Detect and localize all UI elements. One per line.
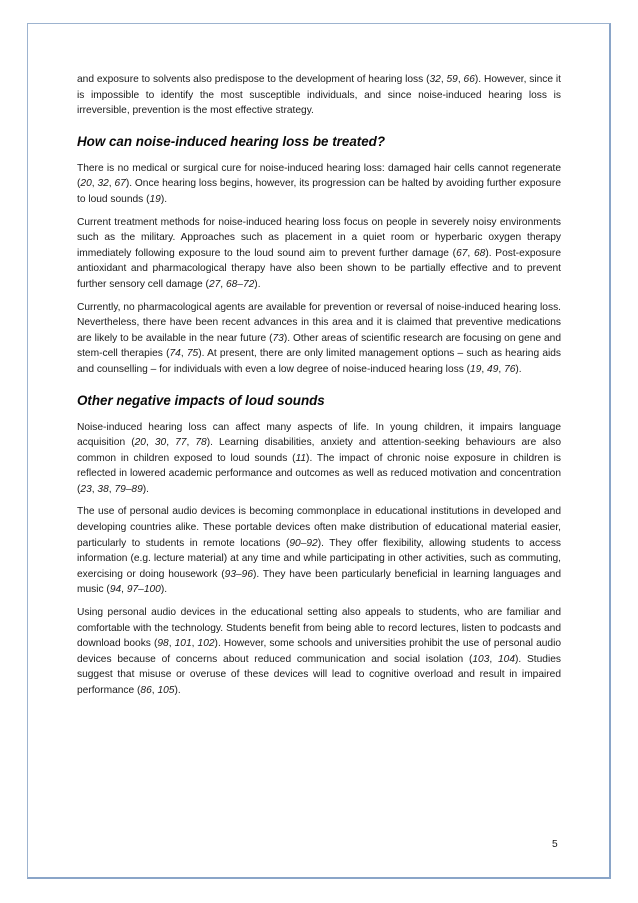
text-run: , — [108, 483, 115, 495]
text-run: and exposure to solvents also predispose to the development of hearing loss ( — [77, 74, 430, 85]
text-run: ). Other areas of scientific research are focusing on gene and stem-cell therapies ( — [77, 332, 561, 360]
section-heading-treatment: How can noise-induced hearing loss be treated? — [77, 133, 386, 149]
paragraph-1 — [77, 161, 561, 208]
paragraph-3 — [77, 300, 561, 378]
paragraph-4 — [77, 420, 561, 498]
text-run: Currently, no pharmacological agents are available for prevention or reversal of noise-induced hearing loss. Nevertheless, there have been recent advances in this area and it is claimed that preventive medications are likely to be available in the near future ( — [77, 301, 561, 344]
text-run: ). — [174, 685, 181, 696]
text-run: , — [91, 483, 98, 495]
citation-ref: 75 — [186, 348, 199, 360]
citation-ref: 94 — [109, 584, 122, 596]
citation-ref: 86 — [140, 685, 152, 696]
citation-ref: 49 — [487, 363, 499, 375]
text-run: ). Studies suggest that misuse or overuse of these devices will lead to cognitive overload and result in impaired performance ( — [77, 653, 561, 696]
citation-ref: 90–92 — [289, 537, 318, 549]
paragraph-6 — [77, 605, 561, 699]
text-run: , — [186, 437, 196, 449]
paragraph-5 — [77, 504, 561, 598]
citation-ref: 77 — [175, 437, 187, 449]
citation-ref: 102 — [197, 638, 215, 650]
citation-ref: 19 — [149, 193, 161, 205]
text-run: ). — [160, 584, 168, 596]
text-run: , — [440, 74, 447, 85]
paragraph-0 — [77, 72, 561, 119]
citation-ref: 32 — [97, 178, 109, 190]
citation-ref: 27 — [208, 278, 221, 290]
text-run: , — [108, 178, 115, 190]
citation-ref: 97–100 — [126, 584, 161, 596]
citation-ref: 76 — [504, 363, 516, 375]
text-run: , — [166, 437, 176, 449]
text-run: ). — [515, 363, 522, 375]
citation-ref: 59 — [446, 74, 458, 85]
text-run: , — [168, 638, 175, 650]
text-run: ). Once hearing loss begins, however, its progression can be halted by avoiding further exposure to loud sounds ( — [77, 178, 561, 205]
text-run: ). — [160, 193, 168, 205]
text-run: , — [467, 247, 474, 259]
citation-ref: 38 — [97, 483, 109, 495]
text-run: , — [457, 74, 464, 85]
text-run: , — [151, 685, 158, 696]
citation-ref: 30 — [154, 437, 167, 449]
section-heading-negative-impacts: Other negative impacts of loud sounds — [77, 392, 325, 408]
text-run: The use of personal audio devices is becoming commonplace in educational institutions in developed and developing countries alike. These portable devices often make distribution of educational material easier, particularly to students in remote locations ( — [77, 506, 561, 549]
text-run: , — [145, 437, 155, 449]
citation-ref: 32 — [429, 74, 441, 85]
text-run: ). The impact of chronic noise exposure in children is reflected in lowered academic performance and outcomes as well as reduced motivation and concentration ( — [77, 452, 561, 495]
citation-ref: 105 — [157, 685, 175, 696]
text-run: Using personal audio devices in the educational setting also appeals to students, who are familiar and comfortable with the technology. Students benefit from being able to record lectures, listen to podcasts and download books ( — [77, 607, 561, 650]
text-run: There is no medical or surgical cure for noise-induced hearing loss: damaged hair cells cannot regenerate ( — [77, 162, 561, 190]
citation-ref: 98 — [157, 638, 169, 650]
text-run: ). — [142, 483, 150, 495]
citation-ref: 20 — [80, 178, 92, 190]
citation-ref: 67 — [456, 247, 468, 259]
text-run: , — [180, 348, 187, 360]
text-run: ). They have been particularly beneficial in learning languages and music ( — [77, 568, 561, 596]
text-run: , — [91, 178, 98, 190]
citation-ref: 79–89 — [114, 483, 143, 495]
citation-ref: 20 — [134, 437, 146, 449]
text-run: ). Post-exposure antioxidant and pharmacological therapy have also been shown to be partially effective and to prevent further sensory cell damage ( — [77, 247, 561, 290]
text-run: ). — [254, 278, 261, 290]
text-run: , — [489, 653, 498, 665]
citation-ref: 68–72 — [225, 278, 255, 290]
citation-ref: 11 — [295, 452, 307, 464]
text-run: Current treatment methods for noise-induced hearing loss focus on people in severely noisy environments such as the military. Approaches such as placement in a quiet room or hyperbaric oxygen therapy immediately following exposure to the loud sound aim to prevent further damage ( — [77, 216, 561, 259]
citation-ref: 68 — [473, 247, 486, 259]
page-number: 5 — [552, 839, 558, 850]
citation-ref: 67 — [114, 178, 126, 190]
page-content — [77, 72, 561, 706]
citation-ref: 93–96 — [224, 568, 253, 580]
citation-ref: 66 — [463, 74, 475, 85]
text-run: , — [220, 278, 226, 290]
text-run: ). Learning disabilities, anxiety and attention-seeking behaviours are also common in children exposed to loud sounds ( — [77, 437, 561, 464]
text-run: Noise-induced hearing loss can affect many aspects of life. In young children, it impairs language acquisition ( — [77, 421, 561, 449]
text-run: , — [481, 363, 488, 375]
citation-ref: 103 — [472, 653, 490, 665]
text-run: ). At present, there are only limited management options – such as hearing aids and counselling – for individuals with even a low degree of noise-induced hearing loss ( — [77, 348, 562, 375]
citation-ref: 23 — [80, 483, 92, 495]
text-run: ). However, some schools and universities prohibit the use of personal audio devices because of concerns about reduced communication and social isolation ( — [77, 638, 562, 665]
citation-ref: 19 — [470, 363, 482, 375]
text-run: , — [191, 638, 198, 650]
text-run: ). They offer flexibility, allowing students to access information (e.g. lecture material) at any time and while participating in other activities, such as commuting, exercising or doing housework ( — [77, 537, 562, 580]
text-run: ). However, since it is impossible to identify the most susceptible individuals, and since noise-induced hearing loss is irreversible, prevention is the most effective strategy. — [77, 74, 562, 117]
citation-ref: 74 — [169, 348, 181, 360]
citation-ref: 78 — [195, 437, 207, 449]
text-run: , — [121, 584, 127, 596]
text-run: , — [498, 363, 505, 375]
citation-ref: 73 — [272, 332, 284, 344]
paragraph-2 — [77, 215, 561, 293]
citation-ref: 101 — [174, 638, 192, 650]
citation-ref: 104 — [498, 653, 515, 665]
